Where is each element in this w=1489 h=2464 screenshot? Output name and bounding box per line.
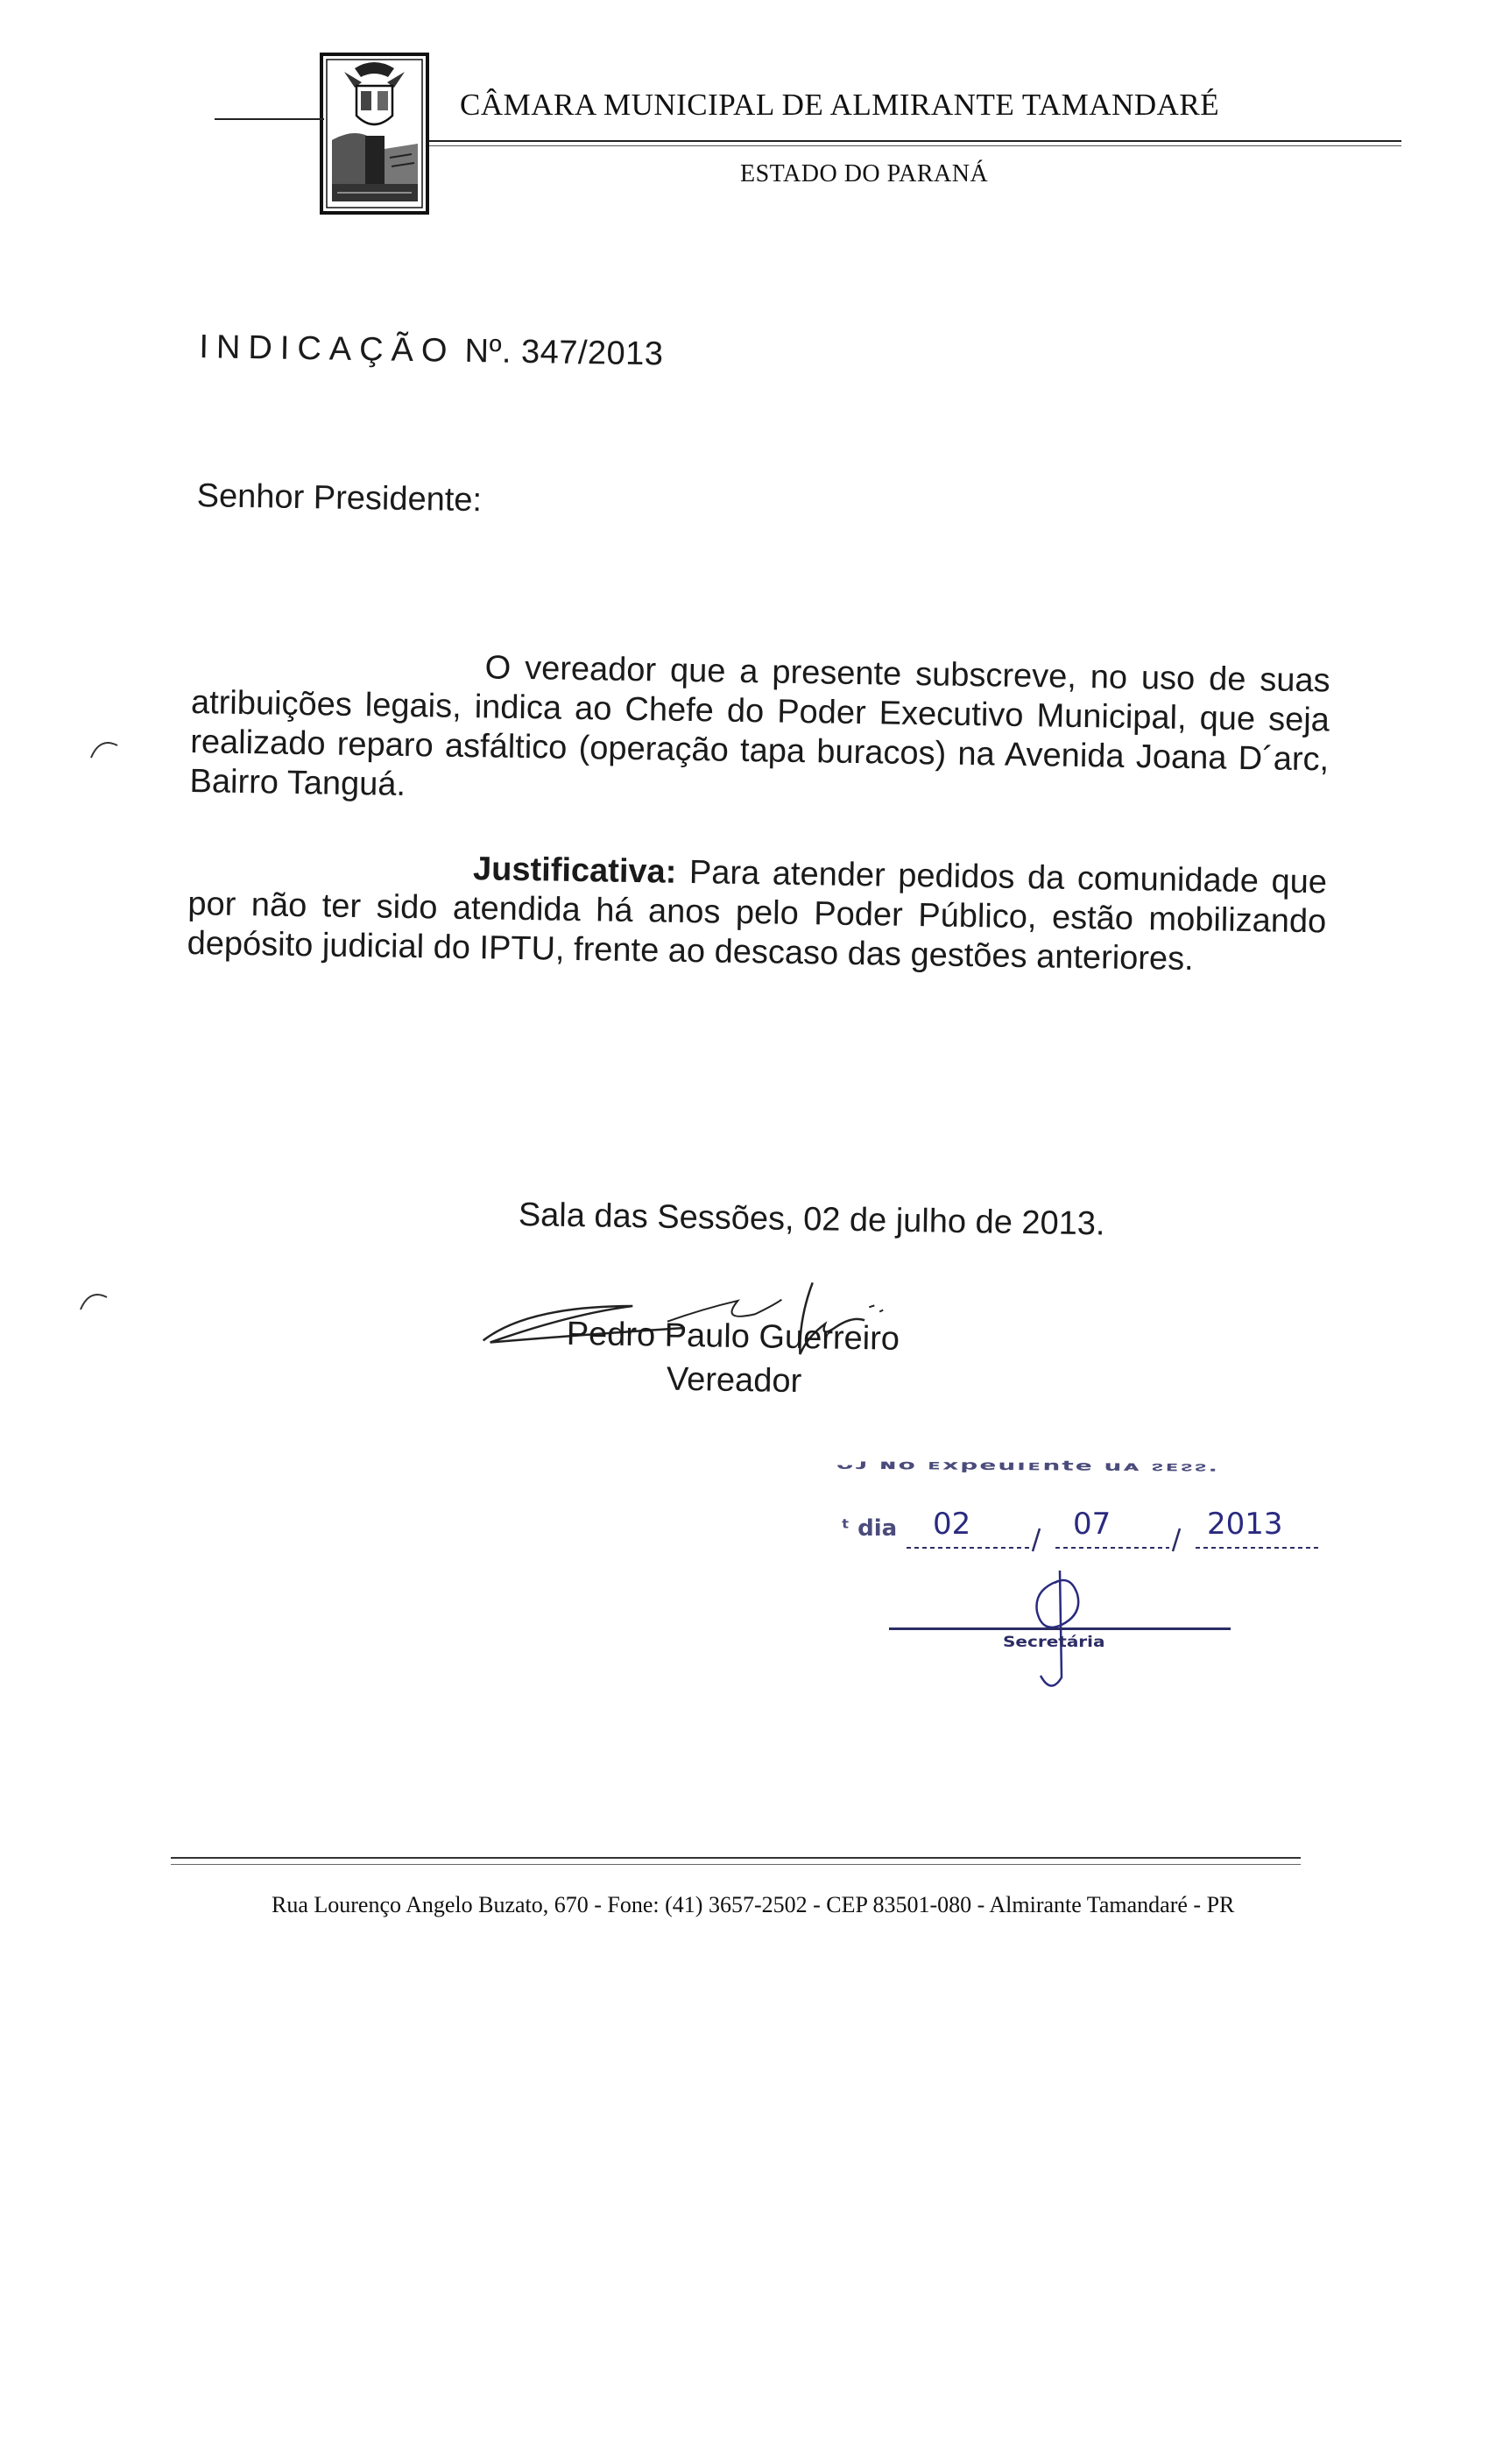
indication-paragraph: O vereador que a presente subscreve, no uso de suas atribuições legais, indica ao Chefe do Poder Executivo Municipal, que seja realizado reparo asfáltico (operação tapa buracos) na Avenida Joana D´arc, Bairro Tanguá.	[189, 649, 1330, 803]
header-subtitle: ESTADO DO PARANÁ	[740, 160, 989, 187]
signer-name: Pedro Paulo Guerreiro	[566, 1315, 900, 1358]
footer-address: Rua Lourenço Angelo Buzato, 670 - Fone: (41) 3657-2502 - CEP 83501-080 - Almirante Tamandaré - PR	[272, 1892, 1235, 1917]
stamp-year: 2013	[1207, 1507, 1283, 1542]
justification-text: Para atender pedidos da comunidade que por não ter sido atendida há anos pelo Poder Público, estão mobilizando depósito judicial do IPTU, frente ao descaso das gestões anteriores.	[187, 853, 1328, 978]
salutation: Senhor Presidente:	[196, 477, 483, 519]
stamp-day: 02	[933, 1507, 971, 1542]
justification-label: Justificativa:	[472, 851, 677, 891]
indication-title	[199, 328, 664, 373]
justification-paragraph	[187, 845, 1327, 981]
stamp-header-text: ᴗᴊ ɴᴏ ᴇxpeuıᴇnte uᴀ ᴤᴇᴤᴤ.	[836, 1456, 1220, 1475]
indication-number: Nº. 347/2013	[464, 332, 664, 373]
signer-role: Vereador	[666, 1360, 802, 1401]
stamp-secretary-label: Secretária	[1003, 1632, 1105, 1651]
stamp-day-label: ᵗ dia	[841, 1515, 898, 1542]
footer-rule	[171, 1857, 1301, 1865]
place-date: Sala das Sessões, 02 de julho de 2013.	[518, 1196, 1105, 1243]
stamp-signature-line	[889, 1627, 1231, 1630]
stamp-month: 07	[1073, 1507, 1111, 1542]
header-title: CÂMARA MUNICIPAL DE ALMIRANTE TAMANDARÉ	[460, 88, 1220, 122]
indication-label: INDICAÇÃO	[199, 328, 455, 370]
